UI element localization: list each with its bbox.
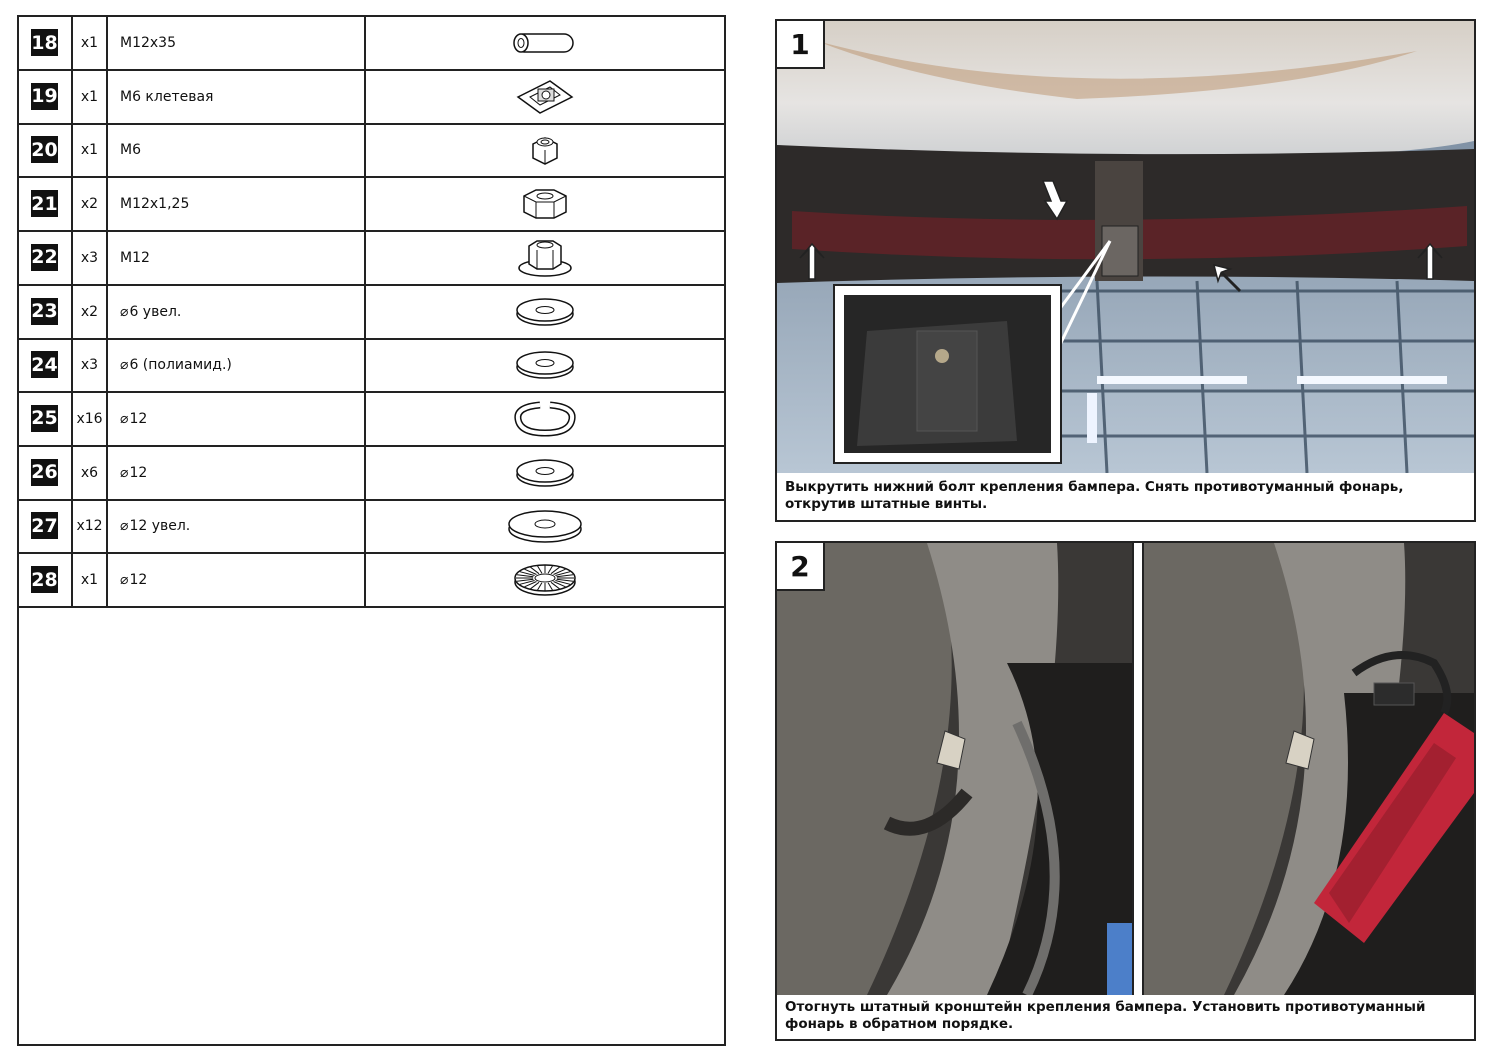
- part-qty: x1: [73, 124, 108, 176]
- part-spec: М12х1,25: [120, 196, 190, 213]
- step-1-panel: [775, 19, 1476, 522]
- step-1-photo: [777, 21, 1474, 473]
- table-row: [19, 554, 724, 608]
- step-1-caption: Выкрутить нижний болт крепления бампера. Снять противотуманный фонарь, открутив штатные винты.: [785, 479, 1404, 512]
- part-spec: 12 увел.: [129, 518, 191, 535]
- part-qty: x16: [73, 393, 108, 445]
- part-image-cell: [366, 286, 724, 338]
- part-qty: x1: [73, 554, 108, 606]
- part-image-cell: [366, 393, 724, 445]
- part-number: 24: [31, 351, 58, 378]
- table-row: [19, 447, 724, 501]
- hex-nut-icon: [518, 184, 572, 224]
- part-number-cell: [19, 554, 73, 606]
- serrated-washer-icon: [510, 560, 580, 600]
- table-row: [19, 339, 724, 393]
- diameter-symbol: ⌀: [120, 357, 129, 374]
- table-row: [19, 17, 724, 71]
- part-number: 26: [31, 459, 58, 486]
- washer-icon: [513, 456, 577, 490]
- diameter-symbol: ⌀: [120, 464, 129, 481]
- table-row: [19, 124, 724, 178]
- part-qty: x6: [73, 447, 108, 499]
- part-qty: x3: [73, 339, 108, 391]
- cage-nut-icon: [510, 75, 580, 119]
- part-spec-cell: [108, 286, 366, 338]
- part-image-cell: [366, 71, 724, 123]
- part-spec: М6 клетевая: [120, 88, 214, 105]
- part-number: 22: [31, 244, 58, 271]
- part-number: 18: [31, 29, 58, 56]
- diameter-symbol: ⌀: [120, 518, 129, 535]
- part-spec: 12: [129, 464, 148, 481]
- part-image-cell: [366, 178, 724, 230]
- part-image-cell: [366, 554, 724, 606]
- part-number-cell: [19, 124, 73, 176]
- part-spec-cell: [108, 393, 366, 445]
- part-number-cell: [19, 500, 73, 552]
- part-number-cell: [19, 232, 73, 284]
- parts-table: [17, 15, 726, 1046]
- part-spec: М6: [120, 142, 141, 159]
- part-number: 25: [31, 405, 58, 432]
- part-qty: x2: [73, 286, 108, 338]
- step-2-panel: [775, 541, 1476, 1041]
- table-row: [19, 71, 724, 125]
- part-spec-cell: [108, 500, 366, 552]
- part-spec-cell: [108, 178, 366, 230]
- part-spec-cell: [108, 339, 366, 391]
- part-qty: x12: [73, 500, 108, 552]
- washer-icon: [513, 348, 577, 382]
- part-image-cell: [366, 17, 724, 69]
- step-2-number: 2: [777, 543, 825, 591]
- lock-nut-icon: [523, 130, 567, 170]
- part-number-cell: [19, 178, 73, 230]
- part-qty: x1: [73, 71, 108, 123]
- part-qty: x2: [73, 178, 108, 230]
- part-image-cell: [366, 447, 724, 499]
- part-spec: M12x35: [120, 35, 176, 51]
- part-number: 19: [31, 83, 58, 110]
- large-washer-icon: [505, 506, 585, 546]
- diameter-symbol: ⌀: [120, 572, 129, 588]
- part-spec-cell: [108, 71, 366, 123]
- part-spec-cell: [108, 447, 366, 499]
- part-qty: x3: [73, 232, 108, 284]
- part-image-cell: [366, 124, 724, 176]
- table-row: [19, 232, 724, 286]
- part-qty: x1: [73, 17, 108, 69]
- spring-washer-icon: [512, 399, 578, 439]
- part-number: 28: [31, 566, 58, 593]
- part-number-cell: [19, 339, 73, 391]
- table-row: [19, 393, 724, 447]
- part-spec: М12: [120, 249, 150, 266]
- table-row: [19, 286, 724, 340]
- diameter-symbol: ⌀: [120, 410, 129, 427]
- part-number-cell: [19, 17, 73, 69]
- part-number: 23: [31, 298, 58, 325]
- part-number-cell: [19, 286, 73, 338]
- part-spec: 6 увел.: [129, 303, 182, 320]
- table-row: [19, 500, 724, 554]
- part-number: 27: [31, 512, 58, 539]
- table-row: [19, 178, 724, 232]
- part-spec: 6 (полиамид.): [129, 357, 232, 374]
- part-image-cell: [366, 339, 724, 391]
- part-spec: 12: [129, 410, 148, 427]
- part-number-cell: [19, 447, 73, 499]
- step-2-caption: Отогнуть штатный кронштейн крепления бампера. Установить противотуманный фонарь в обратном порядке.: [785, 999, 1426, 1032]
- part-spec-cell: [108, 232, 366, 284]
- part-number: 20: [31, 136, 58, 163]
- part-spec-cell: [108, 124, 366, 176]
- step-2-photo-before: [777, 543, 1132, 995]
- part-image-cell: [366, 232, 724, 284]
- flange-nut-icon: [515, 236, 575, 280]
- part-image-cell: [366, 500, 724, 552]
- part-number: 21: [31, 190, 58, 217]
- diameter-symbol: ⌀: [120, 303, 129, 320]
- washer-icon: [513, 295, 577, 329]
- spacer-sleeve-icon: [505, 28, 585, 58]
- part-spec: 12: [129, 572, 148, 588]
- part-spec-cell: [108, 554, 366, 606]
- step-2-photo-after: [1144, 543, 1474, 995]
- step-1-number: 1: [777, 21, 825, 69]
- part-number-cell: [19, 71, 73, 123]
- part-number-cell: [19, 393, 73, 445]
- part-spec-cell: [108, 17, 366, 69]
- photo-divider: [1132, 543, 1144, 995]
